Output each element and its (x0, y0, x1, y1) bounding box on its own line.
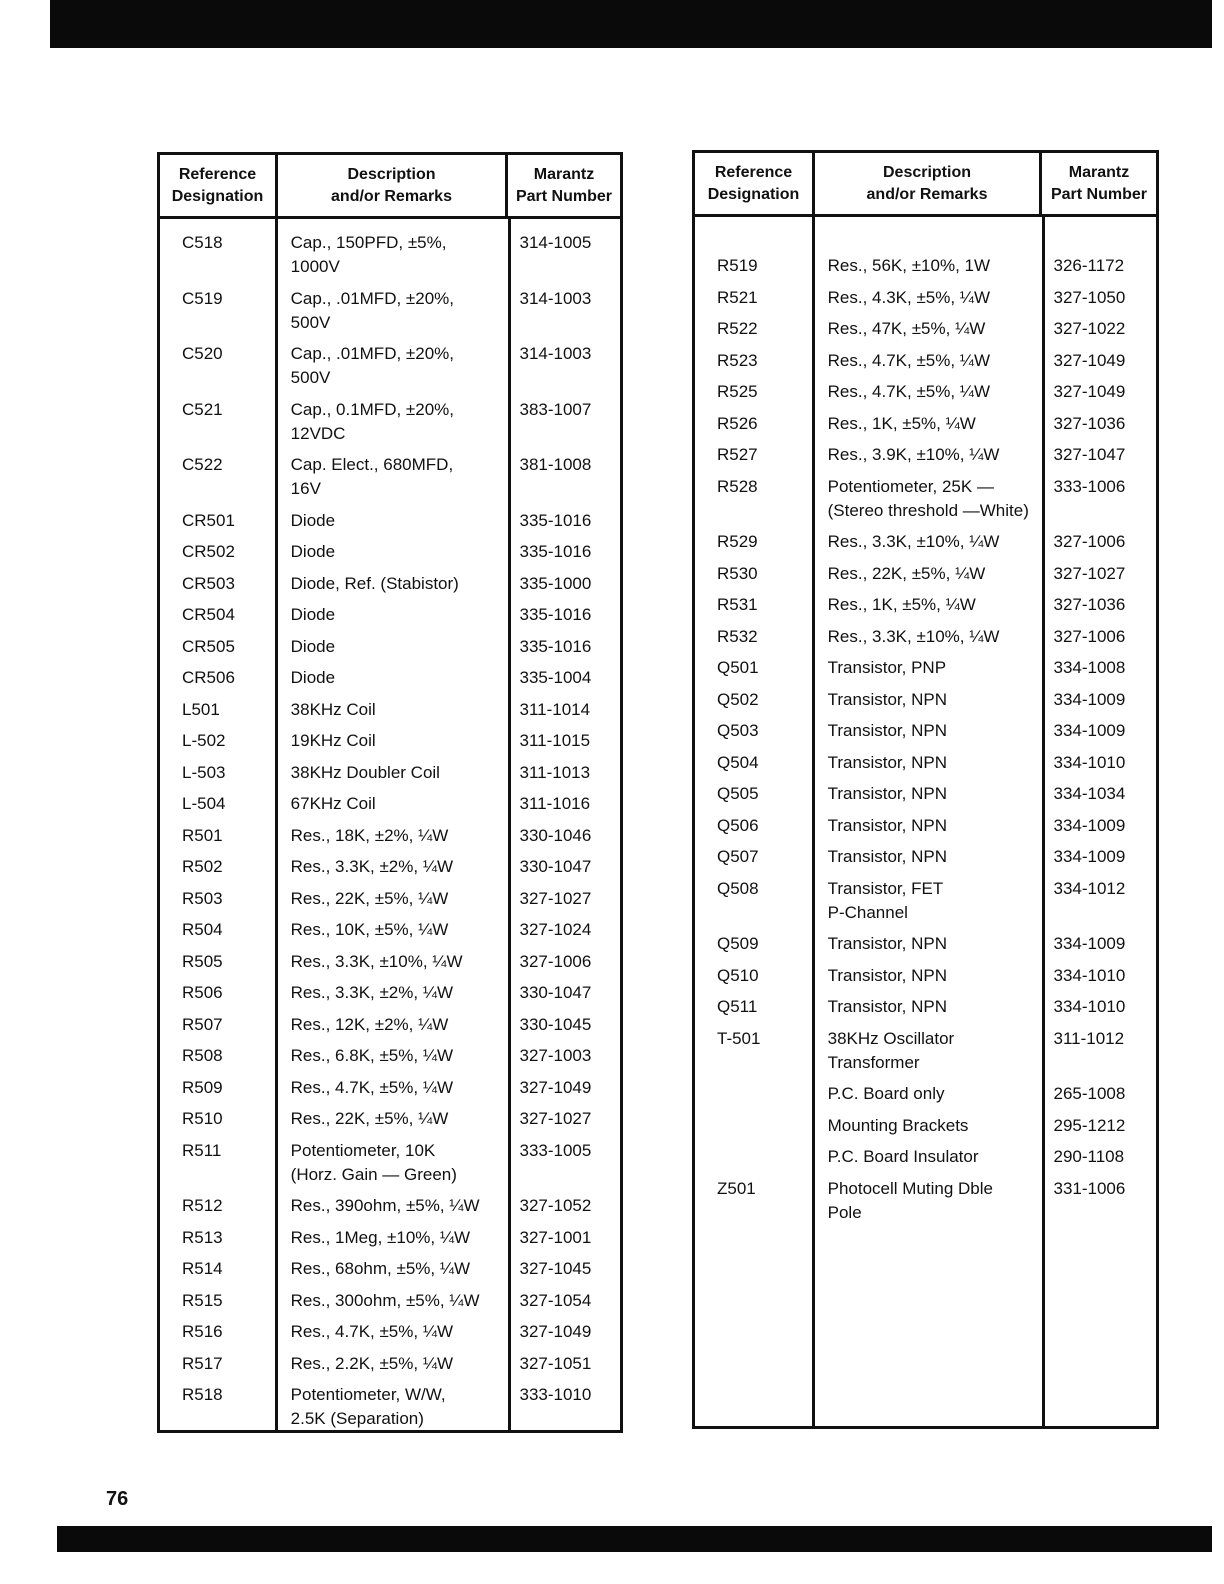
table-row (160, 1383, 620, 1439)
description: Res., 3.3K, ±2%, ¼W (290, 983, 454, 1002)
reference-designation: R521 (717, 287, 758, 307)
table-row (695, 475, 1156, 531)
table-row (695, 877, 1156, 933)
part-number: 334-1034 (1053, 784, 1126, 803)
reference-designation: T-501 (717, 1028, 761, 1048)
part-number: 334-1009 (1053, 721, 1126, 740)
header-part-number: Marantz Part Number (515, 165, 613, 205)
reference-designation: R503 (182, 888, 223, 908)
reference-designation: Q508 (717, 878, 759, 898)
reference-designation: R532 (717, 626, 758, 646)
table-row (695, 254, 1156, 286)
part-number: 330-1045 (519, 1014, 592, 1034)
description: Transistor, NPN (827, 689, 947, 709)
table-row (160, 1194, 620, 1226)
reference-designation: R507 (182, 1014, 223, 1034)
reference-designation: Q504 (717, 752, 759, 772)
table-row (160, 287, 620, 343)
part-number: 334-1010 (1053, 752, 1126, 772)
reference-designation: R502 (182, 857, 223, 876)
table-row (160, 231, 620, 287)
reference-designation: L-503 (182, 762, 226, 782)
part-number: 331-1006 (1053, 1178, 1126, 1198)
part-number: 327-1036 (1053, 595, 1126, 614)
part-number: 327-1049 (519, 1077, 592, 1097)
table-row (695, 751, 1156, 783)
reference-designation: CR503 (182, 573, 235, 593)
part-number: 327-1045 (519, 1259, 592, 1278)
part-number: 335-1016 (519, 605, 592, 624)
table-row (695, 782, 1156, 814)
table-rows (695, 217, 1156, 1232)
part-number: 311-1014 (519, 699, 591, 719)
description: Transistor, NPN (827, 752, 947, 772)
part-number: 327-1047 (1053, 445, 1126, 464)
reference-designation: L501 (182, 699, 220, 719)
description: Cap. Elect., 680MFD, 16V (290, 455, 454, 498)
reference-designation: R530 (717, 563, 758, 583)
part-number: 311-1016 (519, 794, 591, 813)
table-row (695, 593, 1156, 625)
reference-designation: R515 (182, 1290, 223, 1310)
reference-designation: R517 (182, 1353, 223, 1373)
description: Res., 390ohm, ±5%, ¼W (290, 1196, 480, 1215)
reference-designation: Q509 (717, 934, 759, 953)
reference-designation: Z501 (717, 1178, 756, 1198)
description: Transistor, NPN (827, 784, 947, 803)
description: Cap., 150PFD, ±5%, 1000V (290, 233, 447, 276)
reference-designation: R522 (717, 319, 758, 338)
part-number: 314-1005 (519, 233, 592, 252)
description: Res., 4.7K, ±5%, ¼W (827, 382, 991, 401)
description: Potentiometer, 25K — (Stereo threshold —White) (827, 476, 1029, 520)
description: Potentiometer, W/W, 2.5K (Separation) (290, 1385, 446, 1428)
description: Cap., 0.1MFD, ±20%, 12VDC (290, 399, 454, 443)
part-number: 335-1016 (519, 510, 592, 530)
part-number: 327-1049 (1053, 382, 1126, 401)
reference-designation: R518 (182, 1385, 223, 1404)
description: Res., 300ohm, ±5%, ¼W (290, 1290, 480, 1310)
part-number: 330-1047 (519, 983, 592, 1002)
description: Res., 47K, ±5%, ¼W (827, 319, 986, 338)
table-row (695, 1177, 1156, 1233)
reference-designation: R519 (717, 256, 758, 275)
table-row (695, 286, 1156, 318)
reference-designation: Q502 (717, 689, 759, 709)
description: Res., 10K, ±5%, ¼W (290, 920, 449, 939)
part-number: 334-1009 (1053, 847, 1126, 866)
description: Res., 3.3K, ±10%, ¼W (290, 951, 463, 971)
reference-designation: R516 (182, 1322, 223, 1341)
part-number: 335-1016 (519, 636, 592, 656)
reference-designation (695, 1114, 811, 1138)
part-number: 383-1007 (519, 399, 592, 419)
description: Res., 3.3K, ±10%, ¼W (827, 532, 1000, 551)
description: Res., 3.3K, ±10%, ¼W (827, 626, 1000, 646)
reference-designation: R508 (182, 1046, 223, 1065)
description: 19KHz Coil (290, 731, 376, 750)
table-row (695, 317, 1156, 349)
table-row (695, 814, 1156, 846)
description: Transistor, NPN (827, 965, 947, 985)
part-number: 333-1010 (519, 1385, 592, 1404)
reference-designation: R505 (182, 951, 223, 971)
reference-designation: R526 (717, 413, 758, 433)
part-number: 334-1009 (1053, 815, 1126, 835)
part-number: 334-1009 (1053, 689, 1126, 709)
description: Diode (290, 668, 336, 687)
part-number: 326-1172 (1053, 256, 1125, 275)
part-number: 311-1015 (519, 731, 591, 750)
description: Res., 4.7K, ±5%, ¼W (290, 1322, 454, 1341)
part-number: 335-1016 (519, 542, 592, 561)
reference-designation: L-504 (182, 794, 226, 813)
part-number: 327-1001 (519, 1227, 592, 1247)
part-number: 327-1003 (519, 1046, 592, 1065)
reference-designation: CR504 (182, 605, 235, 624)
description: 38KHz Coil (290, 699, 376, 719)
description: 67KHz Coil (290, 794, 376, 813)
part-number: 333-1006 (1053, 476, 1126, 496)
part-number: 327-1027 (1053, 563, 1126, 583)
description: Transistor, NPN (827, 721, 947, 740)
part-number: 330-1046 (519, 825, 592, 845)
table-row (160, 1139, 620, 1195)
description: Res., 4.3K, ±5%, ¼W (827, 287, 991, 307)
top-black-bar (50, 0, 1212, 48)
part-number: 311-1013 (519, 762, 591, 782)
table-row (160, 1289, 620, 1321)
table-row (695, 1082, 1156, 1114)
table-row (160, 1013, 620, 1045)
description: Diode (290, 605, 336, 624)
reference-designation: R510 (182, 1109, 223, 1128)
description: P.C. Board only (827, 1084, 945, 1103)
description: Transistor, NPN (827, 847, 947, 866)
table-row (695, 530, 1156, 562)
part-number: 327-1050 (1053, 287, 1126, 307)
reference-designation: CR505 (182, 636, 235, 656)
table-row (695, 562, 1156, 594)
table-row (160, 666, 620, 698)
reference-designation: R528 (717, 476, 758, 496)
table-row (160, 1226, 620, 1258)
description: Res., 2.2K, ±5%, ¼W (290, 1353, 454, 1373)
part-number: 335-1000 (519, 573, 592, 593)
table-row (695, 412, 1156, 444)
description: Transistor, NPN (827, 934, 947, 953)
description: Res., 1K, ±5%, ¼W (827, 413, 976, 433)
description: Transistor, PNP (827, 658, 947, 677)
part-number: 290-1108 (1053, 1147, 1125, 1166)
part-number: 330-1047 (519, 857, 592, 876)
description: Res., 12K, ±2%, ¼W (290, 1014, 449, 1034)
table-row (695, 688, 1156, 720)
table-row (160, 540, 620, 572)
table-row (160, 729, 620, 761)
reference-designation: R527 (717, 445, 758, 464)
table-rows (160, 219, 620, 1439)
part-number: 295-1212 (1053, 1115, 1126, 1135)
part-number: 327-1024 (519, 920, 592, 939)
reference-designation: R506 (182, 983, 223, 1002)
table-row (695, 1027, 1156, 1083)
reference-designation: R513 (182, 1227, 223, 1247)
header-description: Description and/or Remarks (812, 153, 1042, 214)
table-row (160, 453, 620, 509)
reference-designation: C522 (182, 455, 223, 474)
part-number: 327-1022 (1053, 319, 1126, 338)
table-row (695, 1114, 1156, 1146)
part-number: 327-1006 (519, 951, 592, 971)
description: Photocell Muting Dble Pole (827, 1178, 993, 1222)
table-row (695, 656, 1156, 688)
reference-designation: R523 (717, 350, 758, 370)
table-row (160, 635, 620, 667)
header-reference: Reference Designation (707, 163, 800, 203)
table-row (160, 603, 620, 635)
table-row (160, 398, 620, 454)
reference-designation: R514 (182, 1259, 223, 1278)
table-row (695, 349, 1156, 381)
part-number: 327-1052 (519, 1196, 592, 1215)
table-row (160, 855, 620, 887)
table-row (160, 950, 620, 982)
description: Res., 56K, ±10%, 1W (827, 256, 991, 275)
part-number: 327-1006 (1053, 532, 1126, 551)
part-number: 327-1006 (1053, 626, 1126, 646)
header-description: Description and/or Remarks (275, 155, 508, 216)
part-number: 265-1008 (1053, 1084, 1126, 1103)
description: Res., 22K, ±5%, ¼W (290, 888, 449, 908)
part-number: 327-1049 (519, 1322, 592, 1341)
table-row (160, 761, 620, 793)
reference-designation: CR501 (182, 510, 235, 530)
description: Transistor, FET P-Channel (827, 878, 944, 922)
description: Res., 4.7K, ±5%, ¼W (290, 1077, 454, 1097)
description: Res., 68ohm, ±5%, ¼W (290, 1259, 471, 1278)
page-number: 76 (106, 1488, 129, 1510)
reference-designation: R512 (182, 1196, 223, 1215)
bottom-black-bar (57, 1526, 1212, 1552)
reference-designation: C521 (182, 399, 223, 419)
reference-designation: Q510 (717, 965, 759, 985)
reference-designation (695, 1145, 811, 1169)
reference-designation (695, 1082, 811, 1106)
table-row (160, 918, 620, 950)
table-row (160, 981, 620, 1013)
reference-designation: C519 (182, 288, 223, 308)
description: Res., 1Meg, ±10%, ¼W (290, 1227, 471, 1247)
table-row (160, 572, 620, 604)
table-row (160, 887, 620, 919)
reference-designation: Q501 (717, 658, 759, 677)
header-reference: Reference Designation (171, 165, 264, 205)
table-row (160, 698, 620, 730)
reference-designation: R504 (182, 920, 223, 939)
table-row (160, 1257, 620, 1289)
part-number: 327-1054 (519, 1290, 592, 1310)
part-number: 327-1027 (519, 888, 592, 908)
table-row (160, 1076, 620, 1108)
part-number: 314-1003 (519, 344, 592, 363)
part-number: 334-1012 (1053, 878, 1126, 898)
description: Res., 6.8K, ±5%, ¼W (290, 1046, 454, 1065)
table-row (160, 1044, 620, 1076)
description: Res., 18K, ±2%, ¼W (290, 825, 449, 845)
part-number: 381-1008 (519, 455, 592, 474)
table-row (695, 932, 1156, 964)
description: 38KHz Oscillator Transformer (827, 1028, 955, 1072)
reference-designation: Q511 (717, 997, 758, 1016)
description: Potentiometer, 10K (Horz. Gain — Green) (290, 1140, 457, 1184)
reference-designation: Q507 (717, 847, 759, 866)
reference-designation: C520 (182, 344, 223, 363)
reference-designation: CR506 (182, 668, 235, 687)
table-row (160, 1352, 620, 1384)
part-number: 311-1012 (1053, 1028, 1125, 1048)
table-row (160, 509, 620, 541)
part-number: 333-1005 (519, 1140, 592, 1160)
reference-designation: R501 (182, 825, 223, 845)
table-row (160, 792, 620, 824)
description: Transistor, NPN (827, 815, 947, 835)
reference-designation: R511 (182, 1140, 222, 1160)
table-row (160, 1107, 620, 1139)
table-row (695, 719, 1156, 751)
description: 38KHz Doubler Coil (290, 762, 440, 782)
reference-designation: Q505 (717, 784, 759, 803)
table-row (695, 964, 1156, 996)
part-number: 327-1049 (1053, 350, 1126, 370)
description: Res., 3.9K, ±10%, ¼W (827, 445, 1000, 464)
reference-designation: C518 (182, 233, 223, 252)
part-number: 335-1004 (519, 668, 592, 687)
table-row (695, 443, 1156, 475)
part-number: 334-1009 (1053, 934, 1126, 953)
table-row (695, 995, 1156, 1027)
description: Cap., .01MFD, ±20%, 500V (290, 288, 454, 332)
table-row (160, 1320, 620, 1352)
part-number: 334-1010 (1053, 965, 1126, 985)
table-row (160, 824, 620, 856)
part-number: 314-1003 (519, 288, 592, 308)
description: Res., 22K, ±5%, ¼W (827, 563, 986, 583)
description: Mounting Brackets (827, 1115, 969, 1135)
reference-designation: L-502 (182, 731, 226, 750)
table-header (695, 153, 1156, 217)
part-number: 327-1027 (519, 1109, 592, 1128)
description: P.C. Board Insulator (827, 1147, 979, 1166)
description: Transistor, NPN (827, 997, 947, 1016)
description: Cap., .01MFD, ±20%, 500V (290, 344, 454, 387)
table-row (695, 845, 1156, 877)
part-number: 334-1010 (1053, 997, 1126, 1016)
part-number: 327-1036 (1053, 413, 1126, 433)
parts-table-right (692, 150, 1159, 1429)
reference-designation: R525 (717, 382, 758, 401)
table-header (160, 155, 620, 219)
table-row (160, 342, 620, 398)
description: Diode (290, 542, 336, 561)
description: Diode, Ref. (Stabistor) (290, 573, 459, 593)
description: Res., 22K, ±5%, ¼W (290, 1109, 449, 1128)
reference-designation: R509 (182, 1077, 223, 1097)
description: Diode (290, 636, 336, 656)
reference-designation: R529 (717, 532, 758, 551)
header-part-number: Marantz Part Number (1050, 163, 1148, 203)
reference-designation: Q503 (717, 721, 759, 740)
table-row (695, 380, 1156, 412)
reference-designation: R531 (717, 595, 758, 614)
table-row (695, 625, 1156, 657)
description: Res., 1K, ±5%, ¼W (827, 595, 976, 614)
description: Res., 3.3K, ±2%, ¼W (290, 857, 454, 876)
table-row (695, 1145, 1156, 1177)
parts-table-left (157, 152, 623, 1433)
part-number: 334-1008 (1053, 658, 1126, 677)
description: Res., 4.7K, ±5%, ¼W (827, 350, 991, 370)
part-number: 327-1051 (519, 1353, 592, 1373)
description: Diode (290, 510, 336, 530)
reference-designation: CR502 (182, 542, 235, 561)
reference-designation: Q506 (717, 815, 759, 835)
